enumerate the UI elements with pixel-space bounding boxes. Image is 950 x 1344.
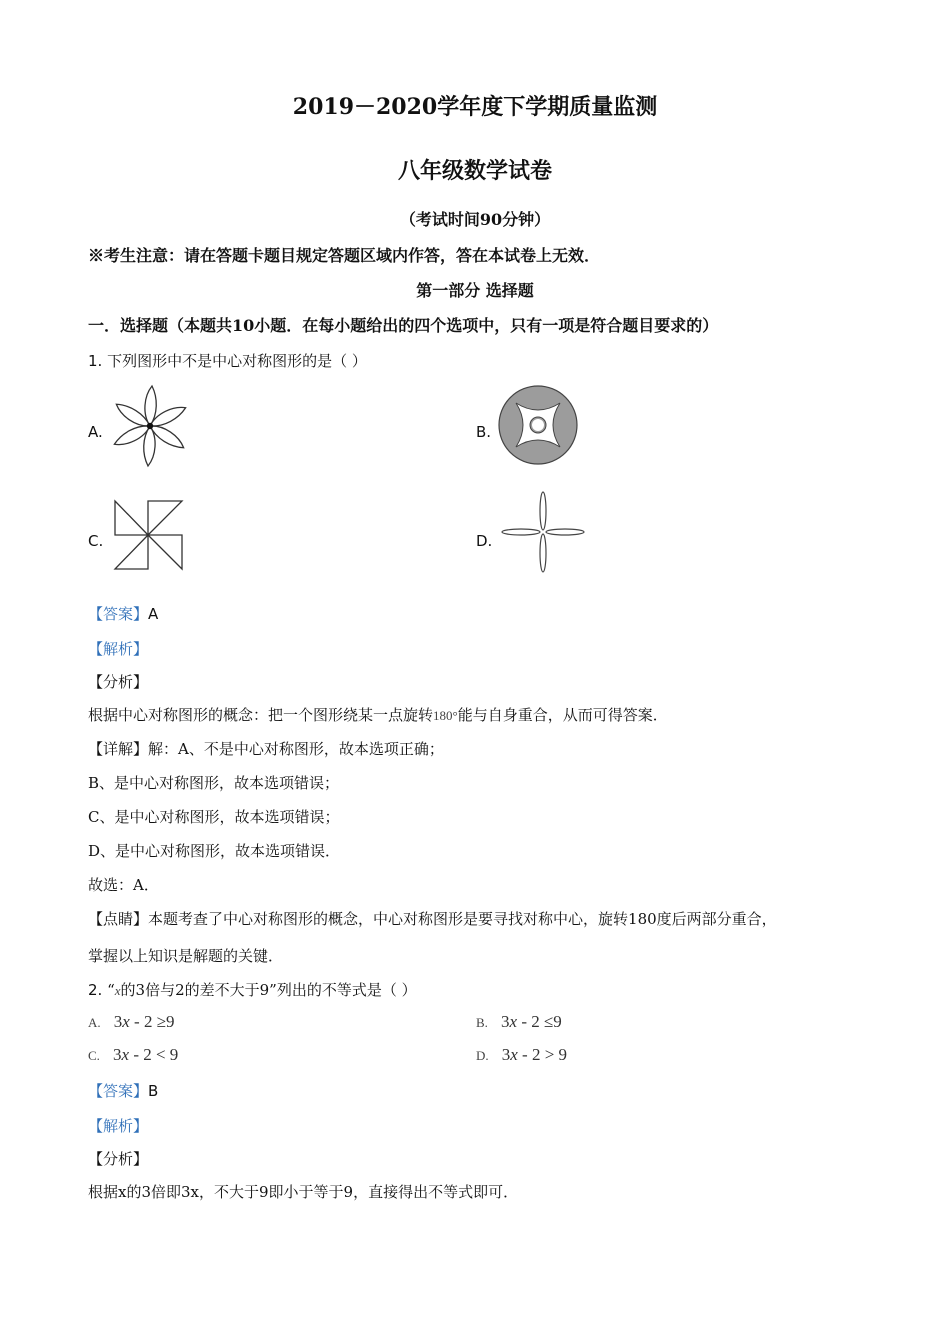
- q2-option-a: [88, 1012, 175, 1032]
- q2-fenxi-text: 根据x的3倍即3x，不大于9即小于等于9，直接得出不等式即可．: [88, 1183, 519, 1201]
- q1-guxuan: 故选：A．: [88, 876, 159, 894]
- option-label: D.: [476, 1048, 489, 1063]
- section-title: 一．选择题（本题共10小题．在每小题给出的四个选项中，只有一项是符合题目要求的）: [88, 316, 719, 335]
- exam-time: （考试时间90分钟）: [399, 210, 551, 229]
- q1-answer: [88, 603, 158, 624]
- q1-option-a-label: A.: [88, 423, 103, 441]
- dianjing-tag: 【点睛】: [88, 910, 149, 928]
- stem-open-quote: “: [107, 981, 115, 999]
- question-number: 2.: [88, 981, 103, 999]
- question-text: 下列图形中不是中心对称图形的是（ ）: [107, 352, 367, 370]
- q1-fenxi-text: [88, 704, 668, 725]
- q1-xiangjie-3: C、是中心对称图形，故本选项错误；: [88, 808, 340, 826]
- q1-dianjing-2: 掌握以上知识是解题的关键．: [88, 947, 284, 965]
- answer-tag: 【答案】: [88, 605, 149, 623]
- option-expression: 3x - 2 > 9: [501, 1045, 568, 1064]
- cross-leaves-icon: [499, 490, 587, 574]
- fenxi-text-a: 根据中心对称图形的概念：把一个图形绕某一点旋转: [88, 706, 434, 724]
- answer-tag: 【答案】: [88, 1082, 149, 1100]
- stem-text: 的3倍与2的差不大于9”列出的不等式是（ ）: [120, 981, 417, 999]
- pinwheel-icon: [111, 497, 185, 573]
- q1-dianjing-1: [88, 908, 777, 929]
- part-title: 第一部分 选择题: [416, 281, 534, 300]
- q2-fenxi-tag: 【分析】: [88, 1150, 149, 1168]
- q2-option-b: [476, 1012, 562, 1032]
- q2-option-c: [88, 1045, 178, 1065]
- xiangjie-tag: 【详解】: [88, 740, 149, 758]
- fenxi-degree: 180°: [433, 708, 458, 723]
- q1-xiangjie-2: B、是中心对称图形，故本选项错误；: [88, 774, 340, 792]
- option-label: A.: [88, 1015, 101, 1030]
- exam-title: 2019－2020学年度下学期质量监测: [292, 94, 658, 120]
- question-2-stem: [88, 979, 417, 1000]
- q1-option-c-label: C.: [88, 532, 104, 550]
- exam-subtitle: 八年级数学试卷: [397, 158, 552, 184]
- option-label: C.: [88, 1048, 100, 1063]
- q1-xiangjie-4: D、是中心对称图形，故本选项错误．: [88, 842, 341, 860]
- stem-variable: x: [114, 983, 121, 998]
- option-expression: 3x - 2 ≤9: [501, 1012, 562, 1031]
- disc-star-icon: [497, 384, 579, 466]
- q1-fenxi-tag: 【分析】: [88, 673, 149, 691]
- q2-jiexi-tag: 【解析】: [88, 1117, 149, 1135]
- option-label: B.: [476, 1015, 488, 1030]
- dianjing-text: 本题考查了中心对称图形的概念，中心对称图形是要寻找对称中心，旋转180度后两部分重合，: [148, 910, 777, 928]
- q1-jiexi-tag: 【解析】: [88, 640, 149, 658]
- option-expression: 3x - 2 < 9: [113, 1045, 179, 1064]
- option-expression: 3x - 2 ≥9: [113, 1012, 175, 1031]
- q1-xiangjie-1: [88, 738, 444, 759]
- question-1-stem: [88, 350, 367, 371]
- answer-value: B: [148, 1082, 159, 1100]
- q2-answer: [88, 1080, 158, 1101]
- q1-option-d-label: D.: [476, 532, 493, 550]
- xiangjie-text: 解：A、不是中心对称图形，故本选项正确；: [148, 740, 444, 758]
- q1-option-b-label: B.: [476, 423, 492, 441]
- question-number: 1.: [88, 352, 103, 370]
- fenxi-text-b: 能与自身重合，从而可得答案．: [457, 706, 668, 724]
- flower-icon: [108, 382, 198, 470]
- exam-notice: ※考生注意：请在答题卡题目规定答题区域内作答，答在本试卷上无效．: [88, 246, 601, 265]
- answer-value: A: [148, 605, 159, 623]
- q2-option-d: [476, 1045, 567, 1065]
